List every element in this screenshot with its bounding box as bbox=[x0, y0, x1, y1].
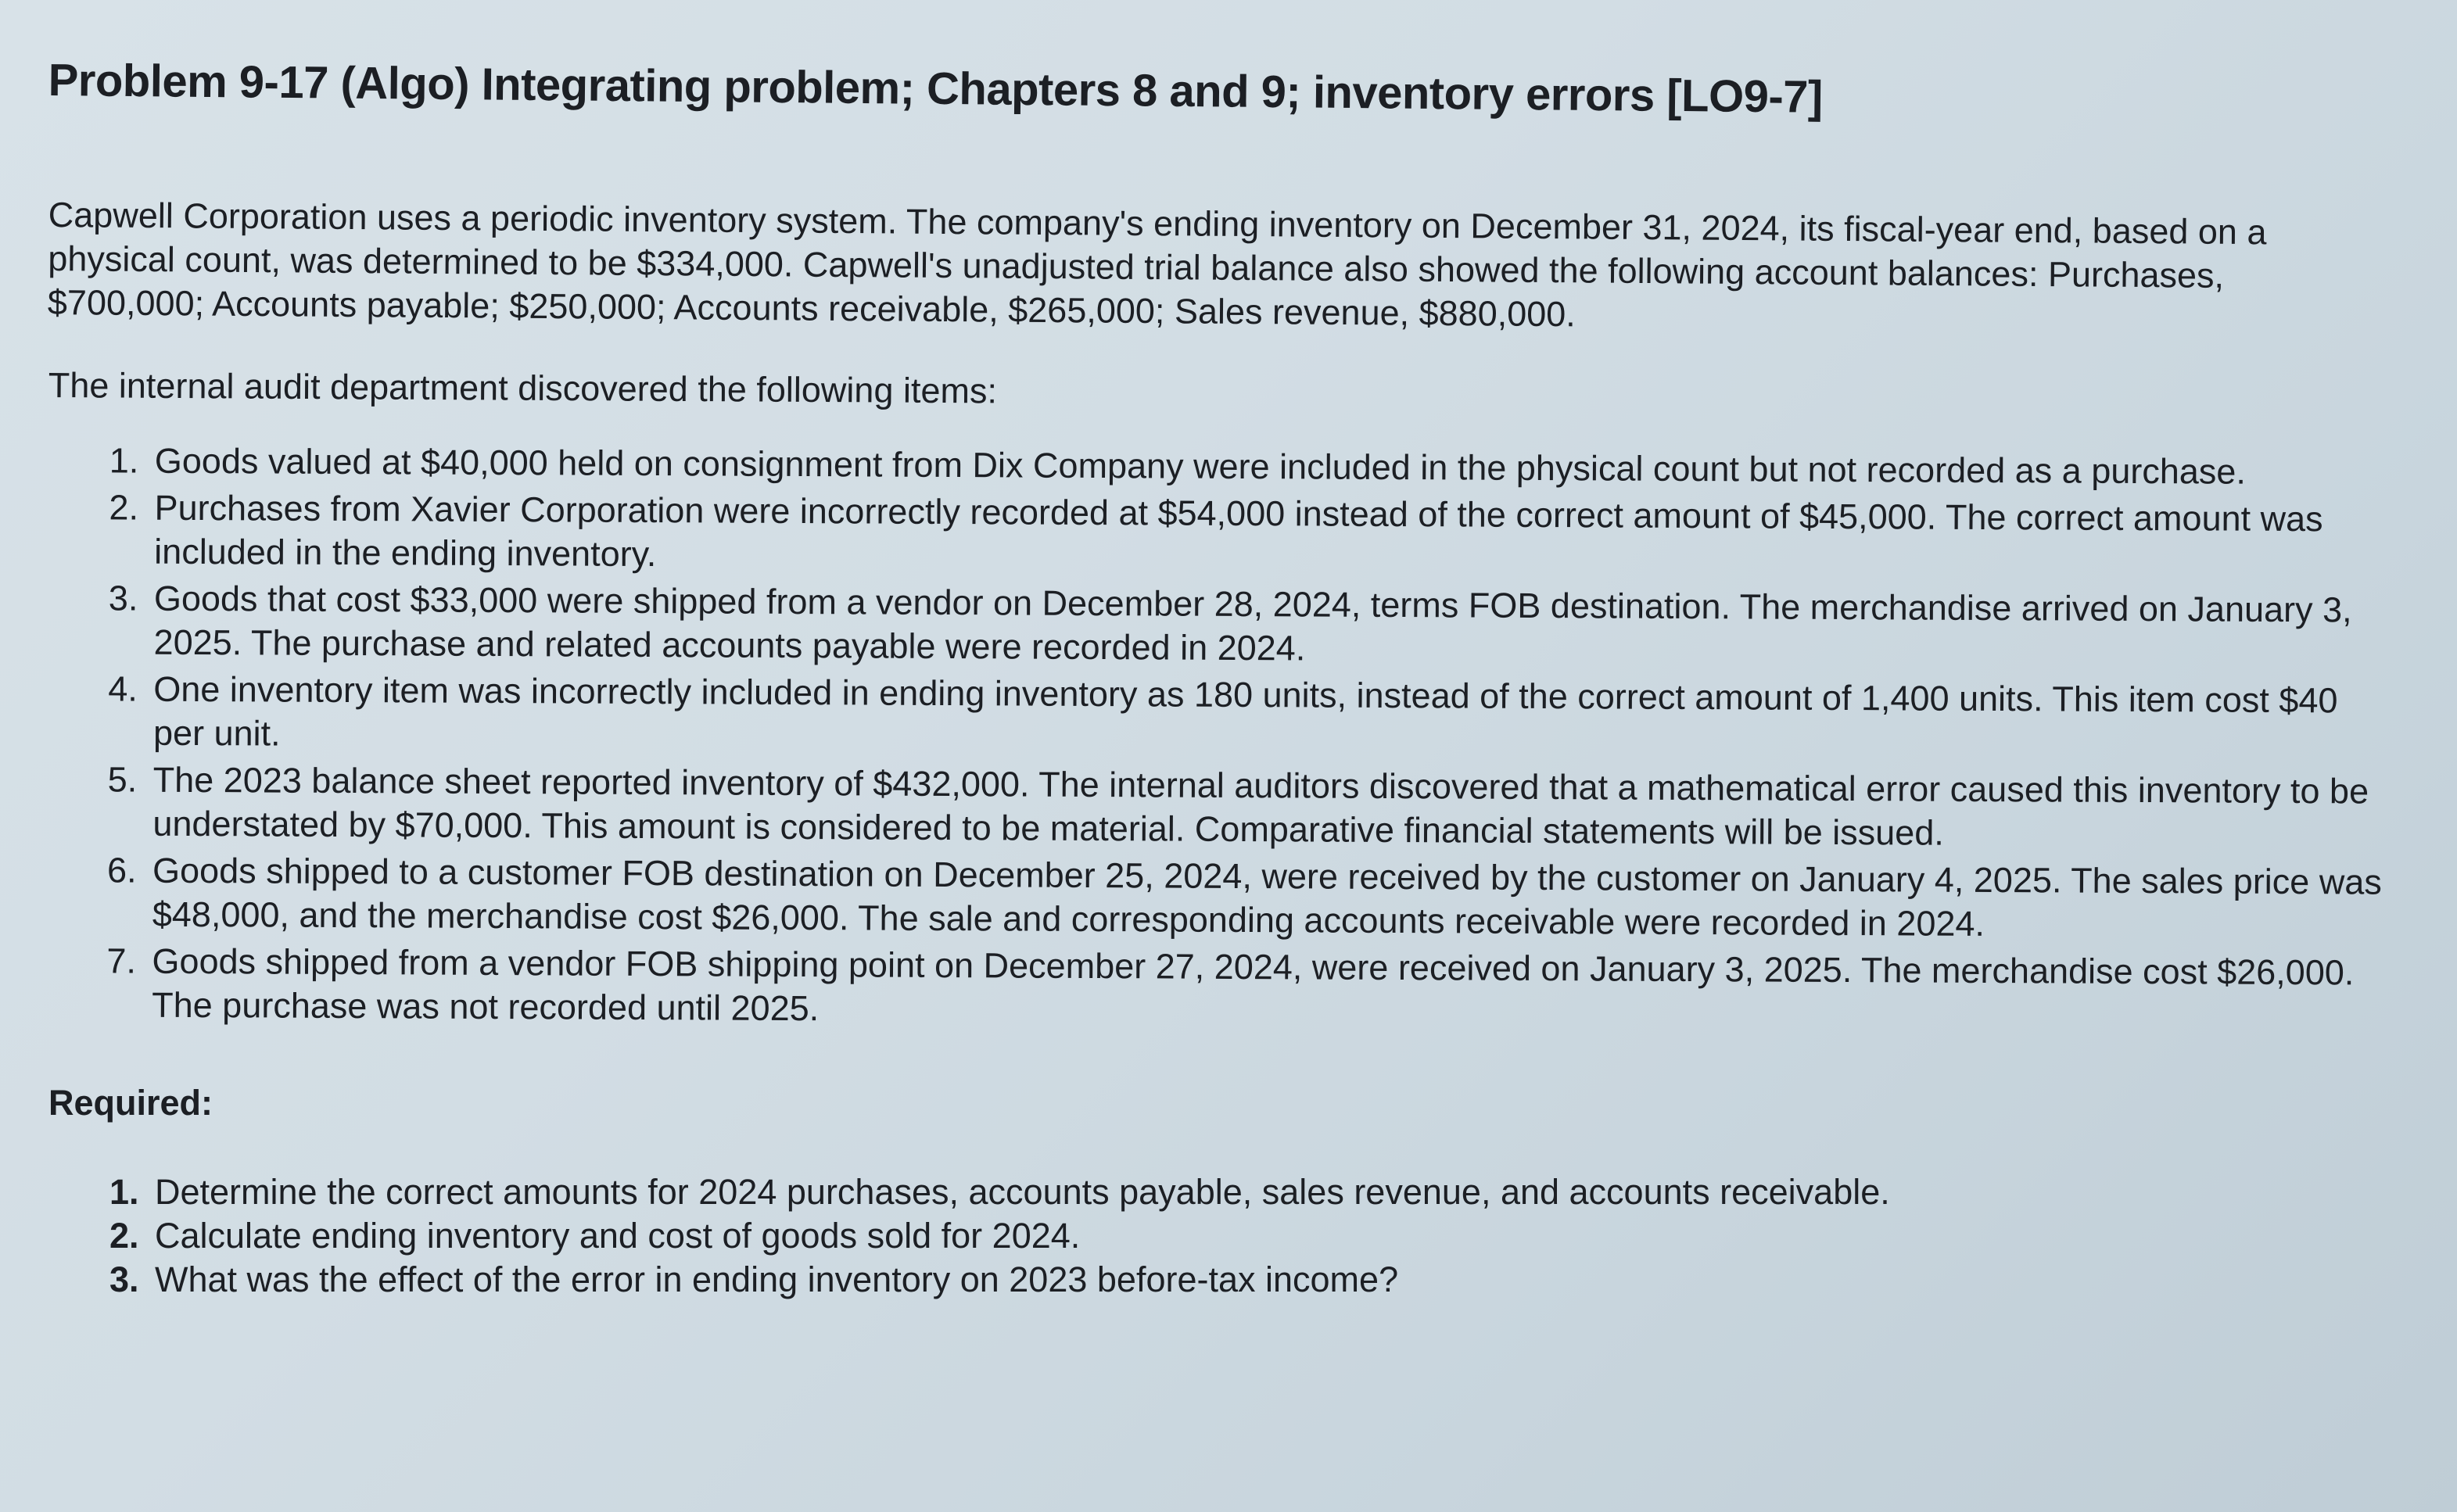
required-heading: Required: bbox=[48, 1082, 213, 1123]
problem-title: Problem 9-17 (Algo) Integrating problem; Chapters 8 and 9; inventory errors [LO9-7] bbox=[48, 55, 1824, 123]
required-item: 2. Calculate ending inventory and cost of goods sold for 2024. bbox=[149, 1214, 2260, 1258]
audit-item: 5. The 2023 balance sheet reported inventory of $432,000. The internal auditors discovered that a mathematical error caused this inventory to be understated by $70,000. This amount is considered to be material. Comparative financial statements will be issued. bbox=[146, 758, 2383, 857]
audit-item: 6. Goods shipped to a customer FOB destination on December 25, 2024, were received by the customer on January 4, 2025. The sales price was $48,000, and the merchandise cost $26,000. The sale and corresponding accounts receivable were recorded in 2024. bbox=[146, 848, 2383, 948]
audit-item: 3. Goods that cost $33,000 were shipped from a vendor on December 28, 2024, terms FOB destination. The merchandise arrived on January 3, 2025. The purchase and related accounts payable were recorded in 2024. bbox=[147, 576, 2384, 675]
audit-lead: The internal audit department discovered the following items: bbox=[48, 364, 998, 411]
audit-item: 2. Purchases from Xavier Corporation were incorrectly recorded at $54,000 instead of the correct amount of $45,000. The correct amount was included in the ending inventory. bbox=[148, 485, 2385, 585]
audit-item: 4. One inventory item was incorrectly included in ending inventory as 180 units, instead of the correct amount of 1,400 units. This item cost $40 per unit. bbox=[147, 667, 2384, 766]
required-item: 3. What was the effect of the error in ending inventory on 2023 before-tax income? bbox=[149, 1258, 2260, 1302]
audit-items-list bbox=[45, 439, 2385, 1039]
problem-intro: Capwell Corporation uses a periodic inventory system. The company's ending inventory on December 31, 2024, its fiscal-year end, based on a physical count, was determined to be $334,000. Capwell's unadjusted trial balance also showed the following account balances: Purchases, $700,000; Accounts payable; $250,000; Accounts receivable, $265,000; Sales revenue, $880,000. bbox=[47, 194, 2267, 335]
required-item: 1. Determine the correct amounts for 2024 purchases, accounts payable, sales revenue, and accounts receivable. bbox=[149, 1170, 2260, 1214]
required-list bbox=[48, 1170, 2260, 1302]
problem-page bbox=[47, 55, 2382, 1302]
audit-item: 1. Goods valued at $40,000 held on consignment from Dix Company were included in the physical count but not recorded as a purchase. bbox=[149, 439, 2385, 494]
audit-item: 7. Goods shipped from a vendor FOB shipping point on December 27, 2024, were received on January 3, 2025. The merchandise cost $26,000. The purchase was not recorded until 2025. bbox=[145, 939, 2383, 1038]
